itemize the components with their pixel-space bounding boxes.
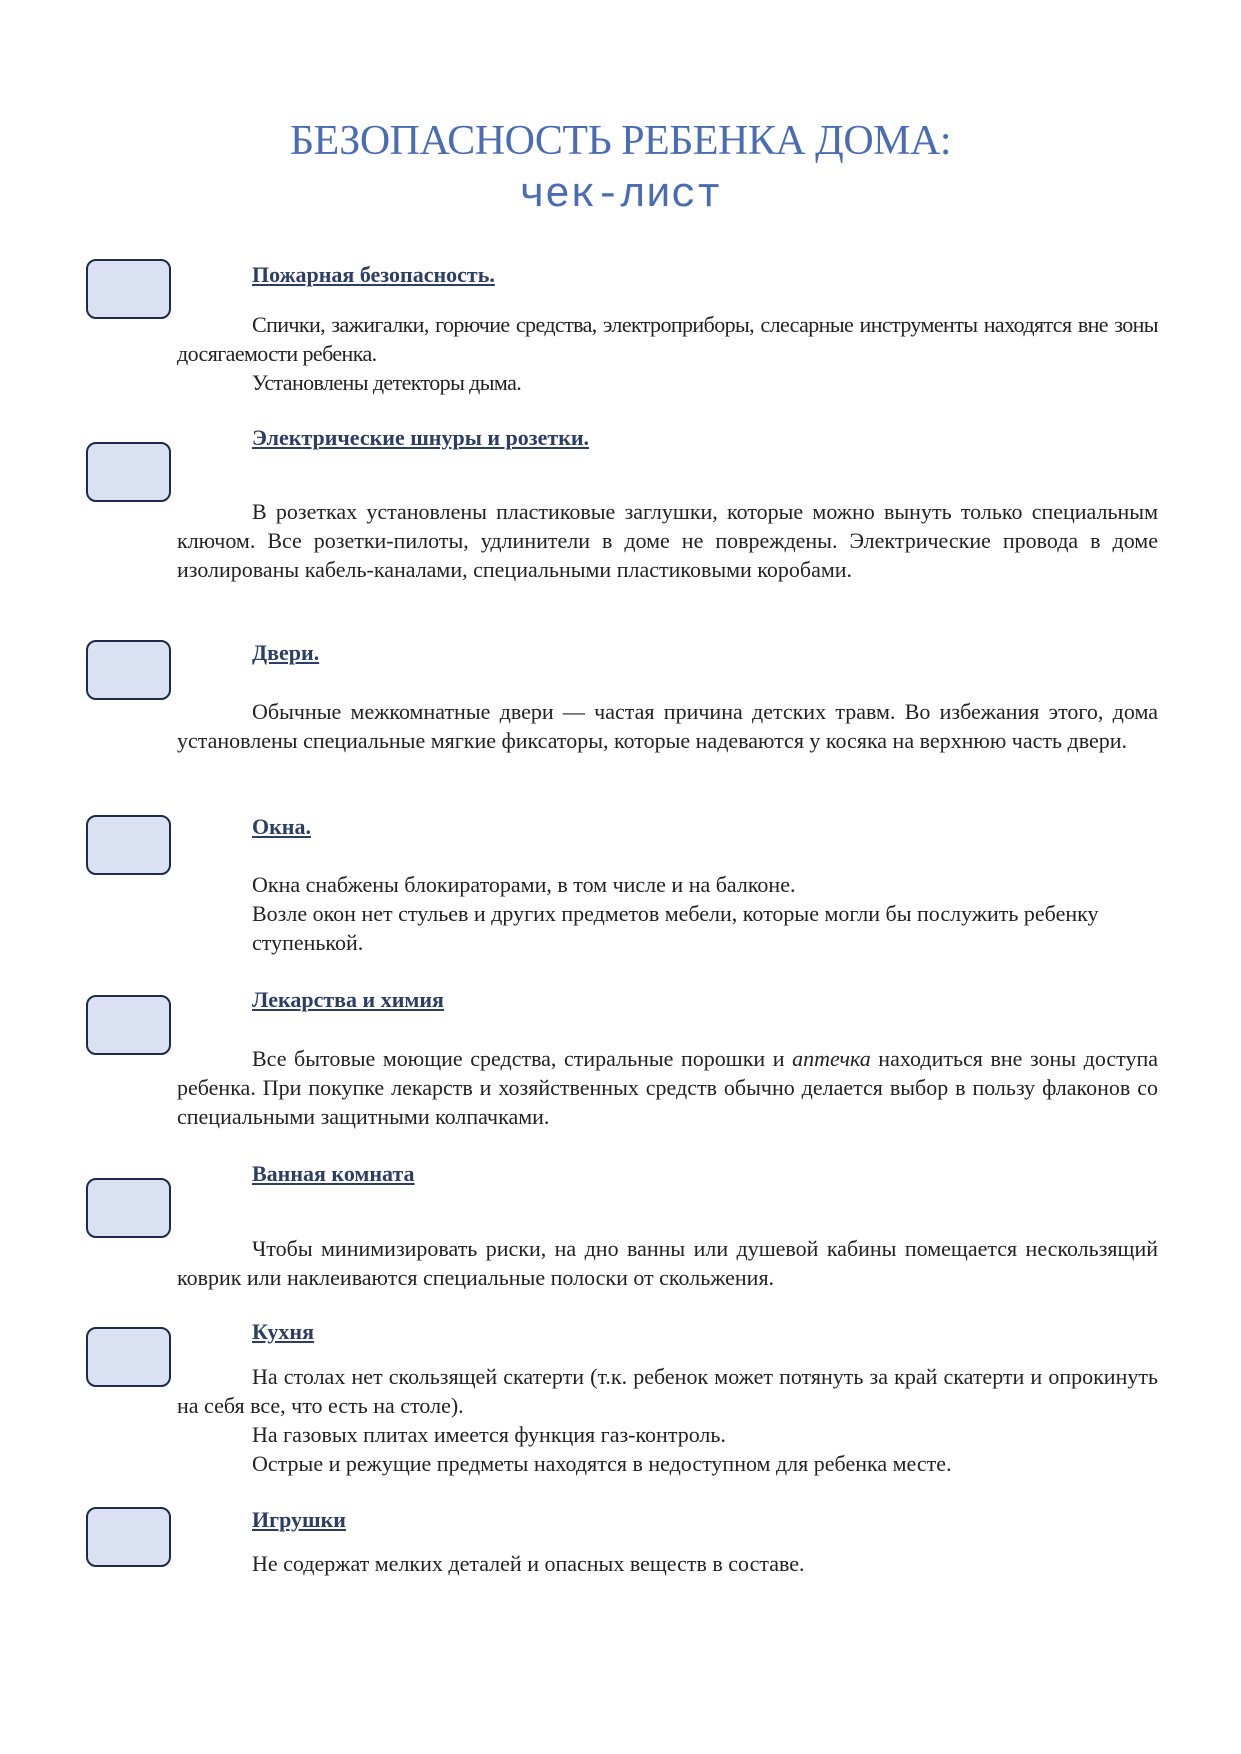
item-paragraph: Спички, зажигалки, горючие средства, электроприборы, слесарные инструменты находятся вне зоны досягаемости ребенка. <box>177 312 1158 366</box>
item-paragraph: Не содержат мелких деталей и опасных веществ в составе. <box>252 1551 805 1576</box>
item-paragraph: Чтобы минимизировать риски, на дно ванны или душевой кабины помещается нескользящий коврик или наклеиваются специальные полоски от скольжения. <box>177 1236 1158 1290</box>
checkbox[interactable] <box>86 259 171 319</box>
checkbox[interactable] <box>86 1178 171 1238</box>
item-text <box>177 497 1158 584</box>
item-paragraph: Возле окон нет стульев и других предметов мебели, которые могли бы послужить ребенку ступенькой. <box>252 901 1099 955</box>
checkbox[interactable] <box>86 995 171 1055</box>
item-heading: Ванная комната <box>252 1161 415 1186</box>
item-text <box>177 1549 1158 1578</box>
item-heading: Кухня <box>252 1319 314 1344</box>
page-subtitle: чек-лист <box>519 171 722 219</box>
item-paragraph <box>177 1044 1158 1131</box>
item-text <box>177 697 1158 755</box>
item-paragraph: Обычные межкомнатные двери — частая причина детских травм. Во избежания этого, дома установлены специальные мягкие фиксаторы, которые надеваются у косяка на верхнюю часть двери. <box>177 699 1158 753</box>
checkbox[interactable] <box>86 1507 171 1567</box>
item-paragraph: В розетках установлены пластиковые заглушки, которые можно вынуть только специальным ключом. Все розетки-пилоты, удлинители в доме не повреждены. Электрические провода в доме изолированы кабель-каналами, специальными пластиковыми коробами. <box>177 499 1158 582</box>
item-heading: Пожарная безопасность. <box>252 262 495 287</box>
item-text <box>177 1234 1158 1292</box>
item-heading: Двери. <box>252 640 320 665</box>
item-paragraph: На газовых плитах имеется функция газ-контроль. <box>252 1422 726 1447</box>
checkbox[interactable] <box>86 640 171 700</box>
text-run-italic: аптечка <box>792 1046 871 1071</box>
item-paragraph: На столах нет скользящей скатерти (т.к. ребенок может потянуть за край скатерти и опрокинуть на себя все, что есть на столе). <box>177 1364 1158 1418</box>
text-run: находиться вне зоны доступа ребенка. При покупке лекарств и хозяйственных средств обычно делается выбор в пользу флаконов со специальными защитными колпачками. <box>177 1046 1158 1129</box>
page-title: БЕЗОПАСНОСТЬ РЕБЕНКА ДОМА: <box>290 118 951 164</box>
item-heading: Электрические шнуры и розетки. <box>252 425 590 450</box>
item-text <box>177 310 1158 397</box>
item-paragraph: Установлены детекторы дыма. <box>252 370 522 395</box>
item-text <box>177 1362 1158 1478</box>
item-paragraph: Окна снабжены блокираторами, в том числе и на балконе. <box>252 872 796 897</box>
text-run: Все бытовые моющие средства, стиральные порошки и <box>252 1046 793 1071</box>
item-text <box>177 870 1158 957</box>
checkbox[interactable] <box>86 1327 171 1387</box>
checkbox[interactable] <box>86 815 171 875</box>
item-heading: Игрушки <box>252 1507 346 1532</box>
checkbox[interactable] <box>86 442 171 502</box>
item-text <box>177 1044 1158 1131</box>
item-heading: Лекарства и химия <box>252 987 444 1012</box>
item-paragraph: Острые и режущие предметы находятся в недоступном для ребенка месте. <box>252 1451 952 1476</box>
item-heading: Окна. <box>252 814 311 839</box>
